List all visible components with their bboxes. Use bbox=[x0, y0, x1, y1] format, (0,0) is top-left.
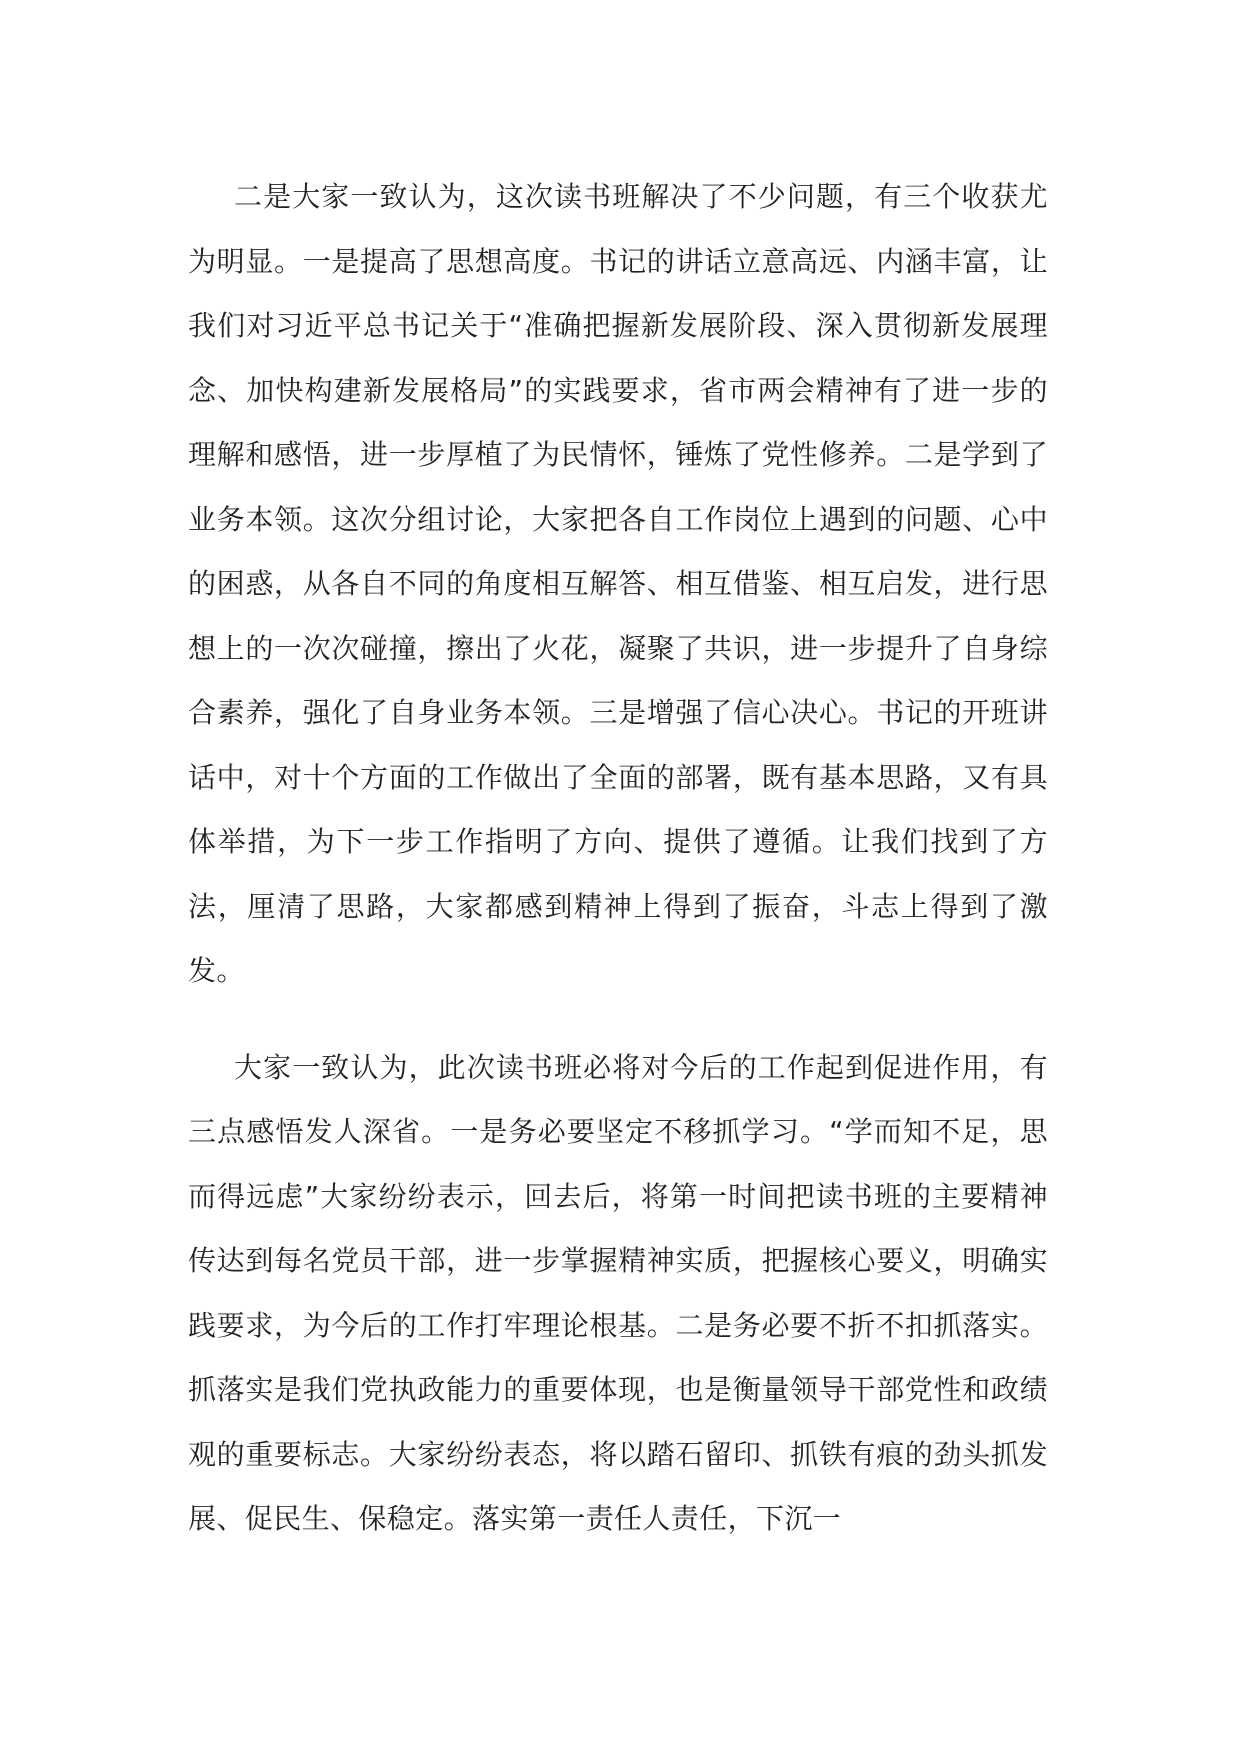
document-body bbox=[188, 165, 1048, 1552]
paragraph-1: 二是大家一致认为，这次读书班解决了不少问题，有三个收获尤为明显。一是提高了思想高度。书记的讲话立意高远、内涵丰富，让我们对习近平总书记关于“准确把握新发展阶段、深入贯彻新发展理念、加快构建新发展格局”的实践要求，省市两会精神有了进一步的理解和感悟，进一步厚植了为民情怀，锤炼了党性修养。二是学到了业务本领。这次分组讨论，大家把各自工作岗位上遇到的问题、心中的困惑，从各自不同的角度相互解答、相互借鉴、相互启发，进行思想上的一次次碰撞，擦出了火花，凝聚了共识，进一步提升了自身综合素养，强化了自身业务本领。三是增强了信心决心。书记的开班讲话中，对十个方面的工作做出了全面的部署，既有基本思路，又有具体举措，为下一步工作指明了方向、提供了遵循。让我们找到了方法，厘清了思路，大家都感到精神上得到了振奋，斗志上得到了激发。 bbox=[188, 180, 1048, 987]
paragraph-spacer bbox=[188, 1004, 1048, 1036]
paragraph-2: 大家一致认为，此次读书班必将对今后的工作起到促进作用，有三点感悟发人深省。一是务必要坚定不移抓学习。“学而知不足，思而得远虑”大家纷纷表示，回去后，将第一时间把读书班的主要精神传达到每名党员干部，进一步掌握精神实质，把握核心要义，明确实践要求，为今后的工作打牢理论根基。二是务必要不折不扣抓落实。抓落实是我们党执政能力的重要体现，也是衡量领导干部党性和政绩观的重要标志。大家纷纷表态，将以踏石留印、抓铁有痕的劲头抓发展、促民生、保稳定。落实第一责任人责任，下沉一 bbox=[188, 1050, 1048, 1535]
